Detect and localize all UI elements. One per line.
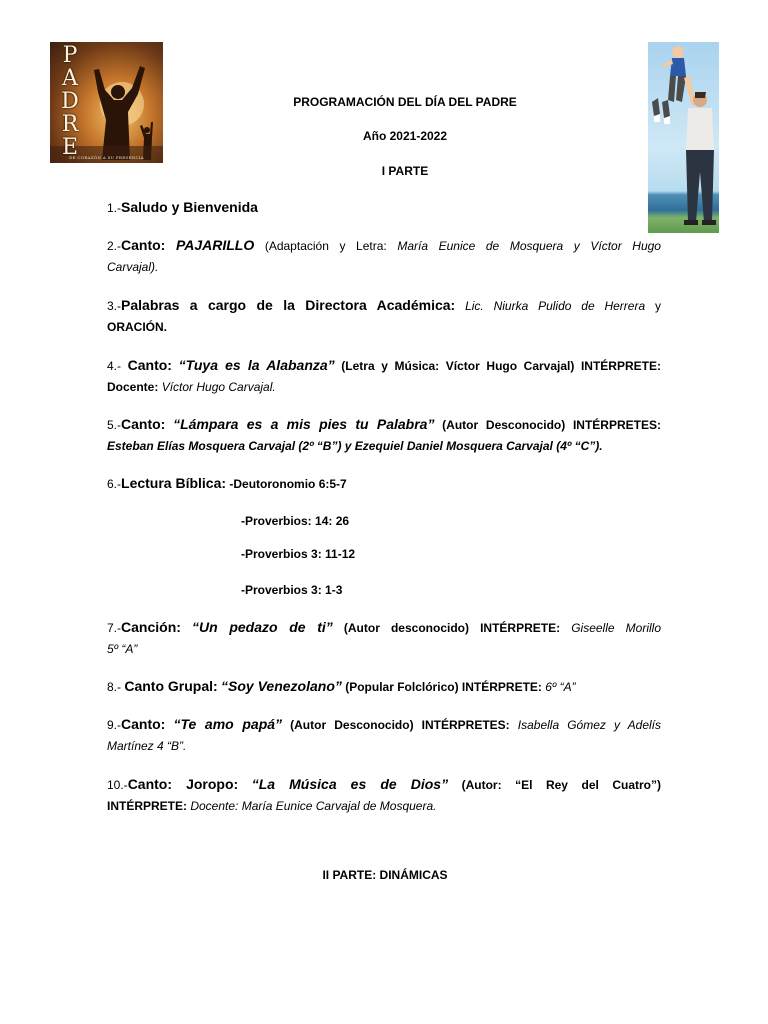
program-item-7: 7.-Canción: “Un pedazo de ti” (Autor desconocido) INTÉRPRETE: Giseelle Morillo 5º “A” bbox=[107, 619, 661, 656]
program-item-10: 10.-Canto: Joropo: “La Música es de Dios” (Autor: “El Rey del Cuatro”) INTÉRPRETE: Docente: María Eunice Carvajal de Mosquera. bbox=[107, 776, 662, 813]
part-two-heading: II PARTE: DINÁMICAS bbox=[322, 868, 448, 882]
document-title: PROGRAMACIÓN DEL DÍA DEL PADRE bbox=[293, 95, 517, 109]
program-item-1: 1.-Saludo y Bienvenida bbox=[107, 199, 258, 215]
program-item-8: 8.- Canto Grupal: “Soy Venezolano” (Popular Folclórico) INTÉRPRETE: 6º “A” bbox=[107, 678, 576, 694]
bible-reference-2: -Proverbios: 14: 26 bbox=[241, 514, 350, 528]
bible-reference-3: -Proverbios 3: 11-12 bbox=[241, 547, 356, 561]
program-item-2: 2.-Canto: PAJARILLO (Adaptación y Letra: María Eunice de Mosquera y Víctor Hugo Carvajal). bbox=[107, 237, 661, 274]
program-item-4: 4.- Canto: “Tuya es la Alabanza” (Letra y Música: Víctor Hugo Carvajal) INTÉRPRETE: Docente: Víctor Hugo Carvajal. bbox=[107, 357, 661, 394]
program-item-3: 3.-Palabras a cargo de la Directora Académica: Lic. Niurka Pulido de Herrera y ORACIÓN. bbox=[107, 297, 661, 334]
program-item-6: 6.-Lectura Bíblica: -Deutoronomio 6:5-7 bbox=[107, 475, 347, 491]
program-item-9: 9.-Canto: “Te amo papá” (Autor Desconocido) INTÉRPRETES: Isabella Gómez y Adelís Martínez 4 “B”. bbox=[107, 716, 661, 753]
school-year: Año 2021-2022 bbox=[362, 129, 448, 143]
bible-reference-4: -Proverbios 3: 1-3 bbox=[241, 583, 343, 597]
worship-sunset-image bbox=[50, 42, 163, 163]
image-caption: DE CORAZÓN A SU PRESENCIA bbox=[69, 155, 144, 160]
part-one-heading: I PARTE bbox=[381, 164, 429, 178]
program-item-5: 5.-Canto: “Lámpara es a mis pies tu Palabra” (Autor Desconocido) INTÉRPRETES: Esteban Elías Mosquera Carvajal (2º “B”) y Ezequiel Daniel Mosquera Carvajal (4º “C”). bbox=[107, 416, 661, 453]
padre-title-letters: P A D R E bbox=[61, 43, 79, 160]
